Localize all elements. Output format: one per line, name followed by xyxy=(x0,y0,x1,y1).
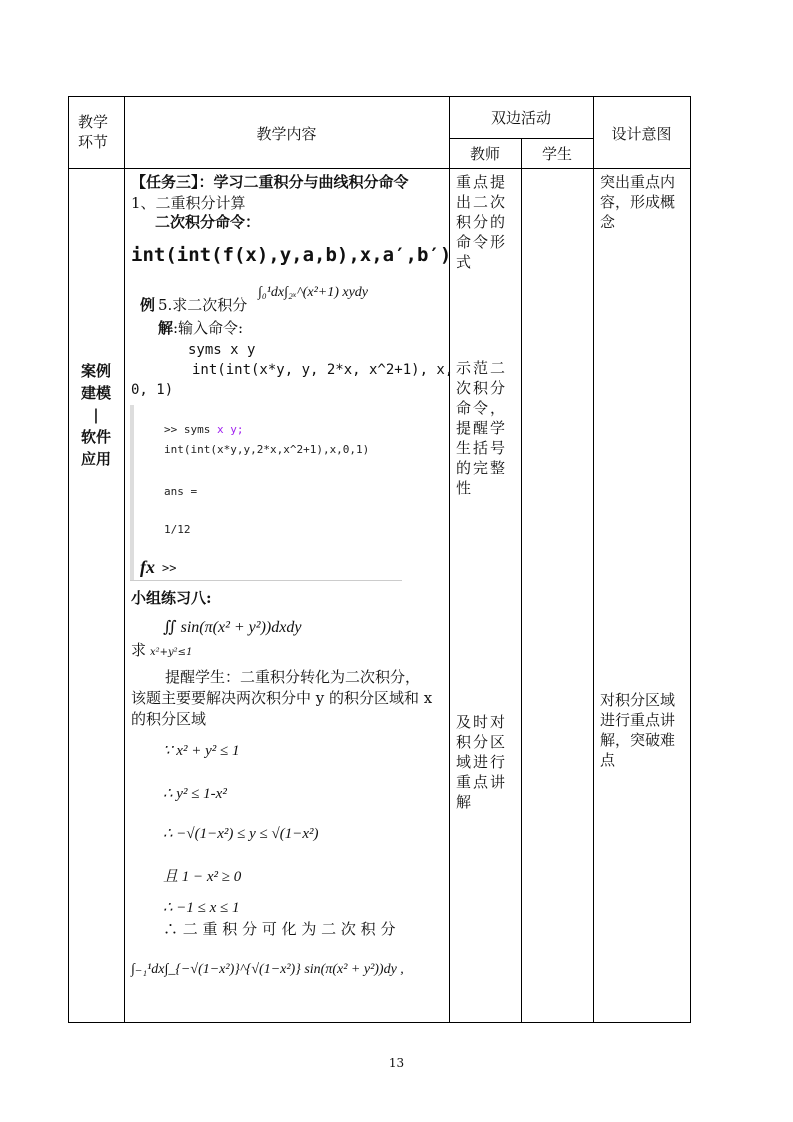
double-integral-region: x²+y²≤1 xyxy=(150,647,193,658)
code-line-2: int(int(x*y, y, 2*x, x^2+1), x, xyxy=(192,362,454,378)
matlab-line-2: int(int(x*y,y,2*x,x^2+1),x,0,1) xyxy=(164,443,370,456)
task-title: 【任务三】：学习二重积分与曲线积分命令 xyxy=(131,173,409,191)
page-number: 13 xyxy=(388,1056,405,1070)
section-label: 案例 建模 | 软件 应用 xyxy=(80,362,111,468)
qiu-label: 求 xyxy=(131,641,147,659)
header-col-teacher: 教师 xyxy=(469,145,500,163)
header-col-student: 学生 xyxy=(541,145,572,163)
design-note-1: 突出重点内容，形成概念 xyxy=(600,173,676,231)
remind-line-3: 的积分区域 xyxy=(131,710,207,728)
example-integral: ∫₀¹dx∫₂ₓ^(x²+1) xydy xyxy=(258,285,369,300)
step-7: ∫₋₁¹dx∫_{−√(1−x²)}^{√(1−x²)} sin(π(x² + y²))dy , xyxy=(131,962,404,977)
command-syntax: int(int(f(x),y,a,b),x,a′,b′) xyxy=(131,244,452,266)
step-6: ∴ 二 重 积 分 可 化 为 二 次 积 分 xyxy=(163,920,396,938)
example-text: 5.求二次积分 xyxy=(158,296,248,314)
double-integral: ∬ sin(π(x² + y²))dxdy xyxy=(163,619,302,636)
matlab-syms-args: x y; xyxy=(210,423,244,436)
teacher-note-3: 及时对积分区域进行重点讲解 xyxy=(456,713,508,811)
matlab-prompt-1: >> syms xyxy=(164,423,211,436)
step-1: ∵ x² + y² ≤ 1 xyxy=(163,743,240,759)
step-3: ∴ −√(1−x²) ≤ y ≤ √(1−x²) xyxy=(163,826,319,842)
subsection-1: 1、二重积分计算 xyxy=(131,194,246,212)
example-label: 例 xyxy=(140,296,156,314)
step-4: 且 1 − x² ≥ 0 xyxy=(163,869,242,885)
teacher-note-1: 重点提出二次积分的命令形式 xyxy=(456,173,508,271)
design-note-2: 对积分区域进行重点讲解，突破难点 xyxy=(600,691,676,769)
step-5: ∴ −1 ≤ x ≤ 1 xyxy=(163,900,240,916)
header-col-activity: 双边活动 xyxy=(490,109,551,127)
matlab-screenshot xyxy=(130,405,402,581)
header-col-content: 教学内容 xyxy=(256,125,317,143)
header-col-stage: 教学 环节 xyxy=(78,113,109,151)
code-line-1: syms x y xyxy=(188,342,256,358)
group-exercise-title: 小组练习八: xyxy=(131,589,212,607)
matlab-prompt-2: >> xyxy=(162,561,177,575)
solution-label: 解 xyxy=(158,319,174,337)
remind-line-1: 提醒学生：二重积分转化为二次积分， xyxy=(165,668,421,686)
code-line-3: 0, 1) xyxy=(131,382,174,398)
matlab-ans-value: 1/12 xyxy=(164,523,191,536)
header-col-design: 设计意图 xyxy=(611,125,672,143)
matlab-ans-label: ans = xyxy=(164,485,198,498)
remind-line-2: 该题主要要解决两次积分中 y 的积分区域和 x xyxy=(131,689,433,707)
solution-text: :输入命令: xyxy=(173,319,244,337)
step-2: ∴ y² ≤ 1-x² xyxy=(163,786,227,802)
fx-icon: fx xyxy=(140,557,155,577)
teacher-note-2: 示范二次积分命令，提醒学生括号的完整性 xyxy=(456,359,508,497)
subsection-2: 二次积分命令： xyxy=(155,213,261,231)
